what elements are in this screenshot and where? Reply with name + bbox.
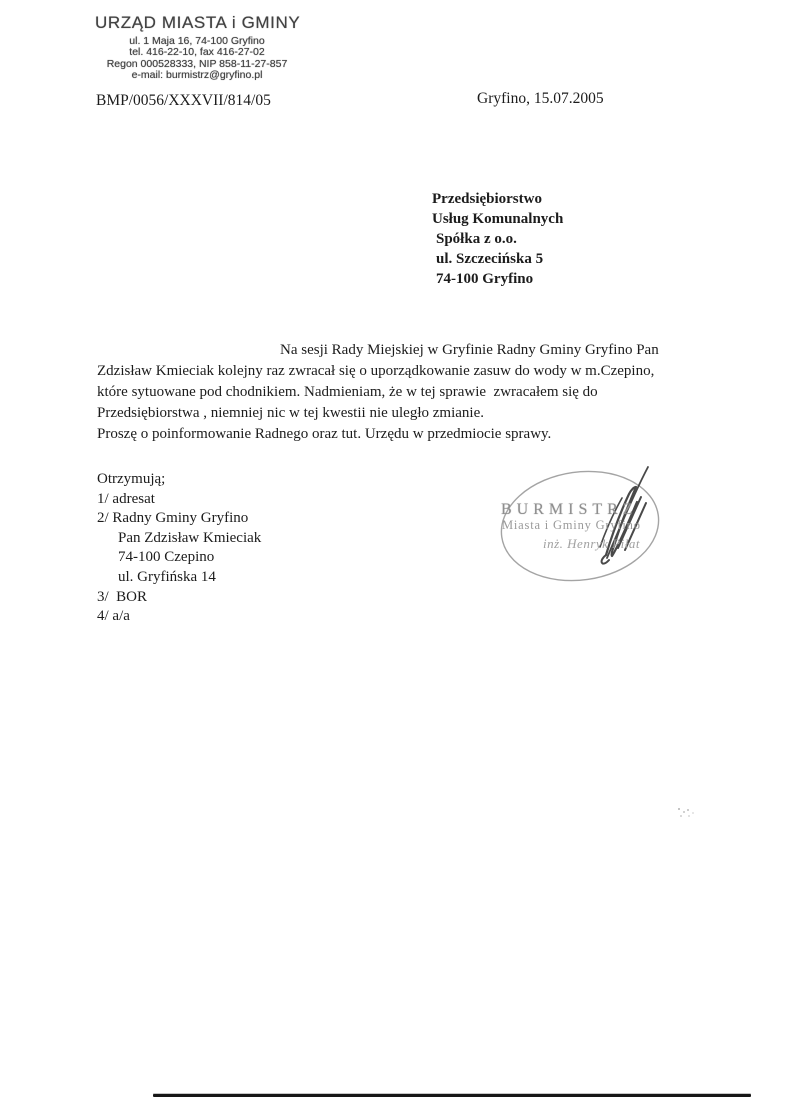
body-line: Proszę o poinformowanie Radnego oraz tut. Urzędu w przedmiocie sprawy.	[97, 426, 552, 442]
reference-number: BMP/0056/XXXVII/814/05	[96, 92, 271, 109]
letterhead-address: ul. 1 Maja 16, 74-100 Gryfino	[129, 35, 265, 47]
recipient-address	[432, 189, 563, 289]
distribution-item: 1/ adresat	[97, 490, 155, 507]
distribution-item: 4/ a/a	[97, 608, 130, 625]
scan-speckle-artifact	[678, 808, 680, 810]
letterhead-phone-fax: tel. 416-22-10, fax 416-27-02	[129, 46, 265, 59]
distribution-item: 3/ BOR	[97, 588, 148, 605]
body-line: które sytuowane pod chodnikiem. Nadmieniam, że w tej sprawie zwracałem się do	[97, 384, 598, 400]
stamp-subtitle: Miasta i Gminy Gryfino	[502, 518, 641, 532]
body-line: Przedsiębiorstwa , niemniej nic w tej kwestii nie uległo zmianie.	[97, 405, 484, 421]
recipient-line: 74-100 Gryfino	[436, 271, 534, 287]
distribution-item: 74-100 Czepino	[118, 549, 215, 566]
recipient-line: Spółka z o.o.	[436, 231, 517, 247]
recipient-line: Usług Komunalnych	[432, 211, 564, 227]
place-and-date: Gryfino, 15.07.2005	[477, 90, 604, 107]
distribution-item: 2/ Radny Gminy Gryfino	[97, 510, 249, 527]
body-line: Na sesji Rady Miejskiej w Gryfinie Radny Gminy Gryfino Pan	[280, 342, 659, 358]
recipient-line: ul. Szczecińska 5	[436, 251, 544, 267]
distribution-list	[97, 470, 261, 627]
distribution-item: ul. Gryfińska 14	[118, 568, 216, 585]
letterhead-org-name: URZĄD MIASTA i GMINY	[95, 13, 301, 32]
mayor-stamp	[470, 450, 695, 600]
stamp-title: BURMISTRZ	[501, 501, 638, 518]
body-line: Zdzisław Kmieciak kolejny raz zwracał się o uporządkowanie zasuw do wody w m.Czepino,	[97, 363, 655, 379]
letterhead-email: e-mail: burmistrz@gryfino.pl	[131, 68, 263, 81]
letterhead-regon-nip: Regon 000528333, NIP 858-11-27-857	[106, 57, 288, 70]
letterhead-stamp	[95, 13, 299, 81]
letter-body	[97, 340, 717, 445]
stamp-signer-name: inż. Henryk Piłat	[543, 536, 640, 551]
distribution-heading: Otrzymują;	[97, 471, 166, 487]
bottom-scan-line	[153, 1094, 751, 1097]
distribution-item: Pan Zdzisław Kmieciak	[118, 529, 262, 546]
recipient-line: Przedsiębiorstwo	[432, 191, 542, 207]
